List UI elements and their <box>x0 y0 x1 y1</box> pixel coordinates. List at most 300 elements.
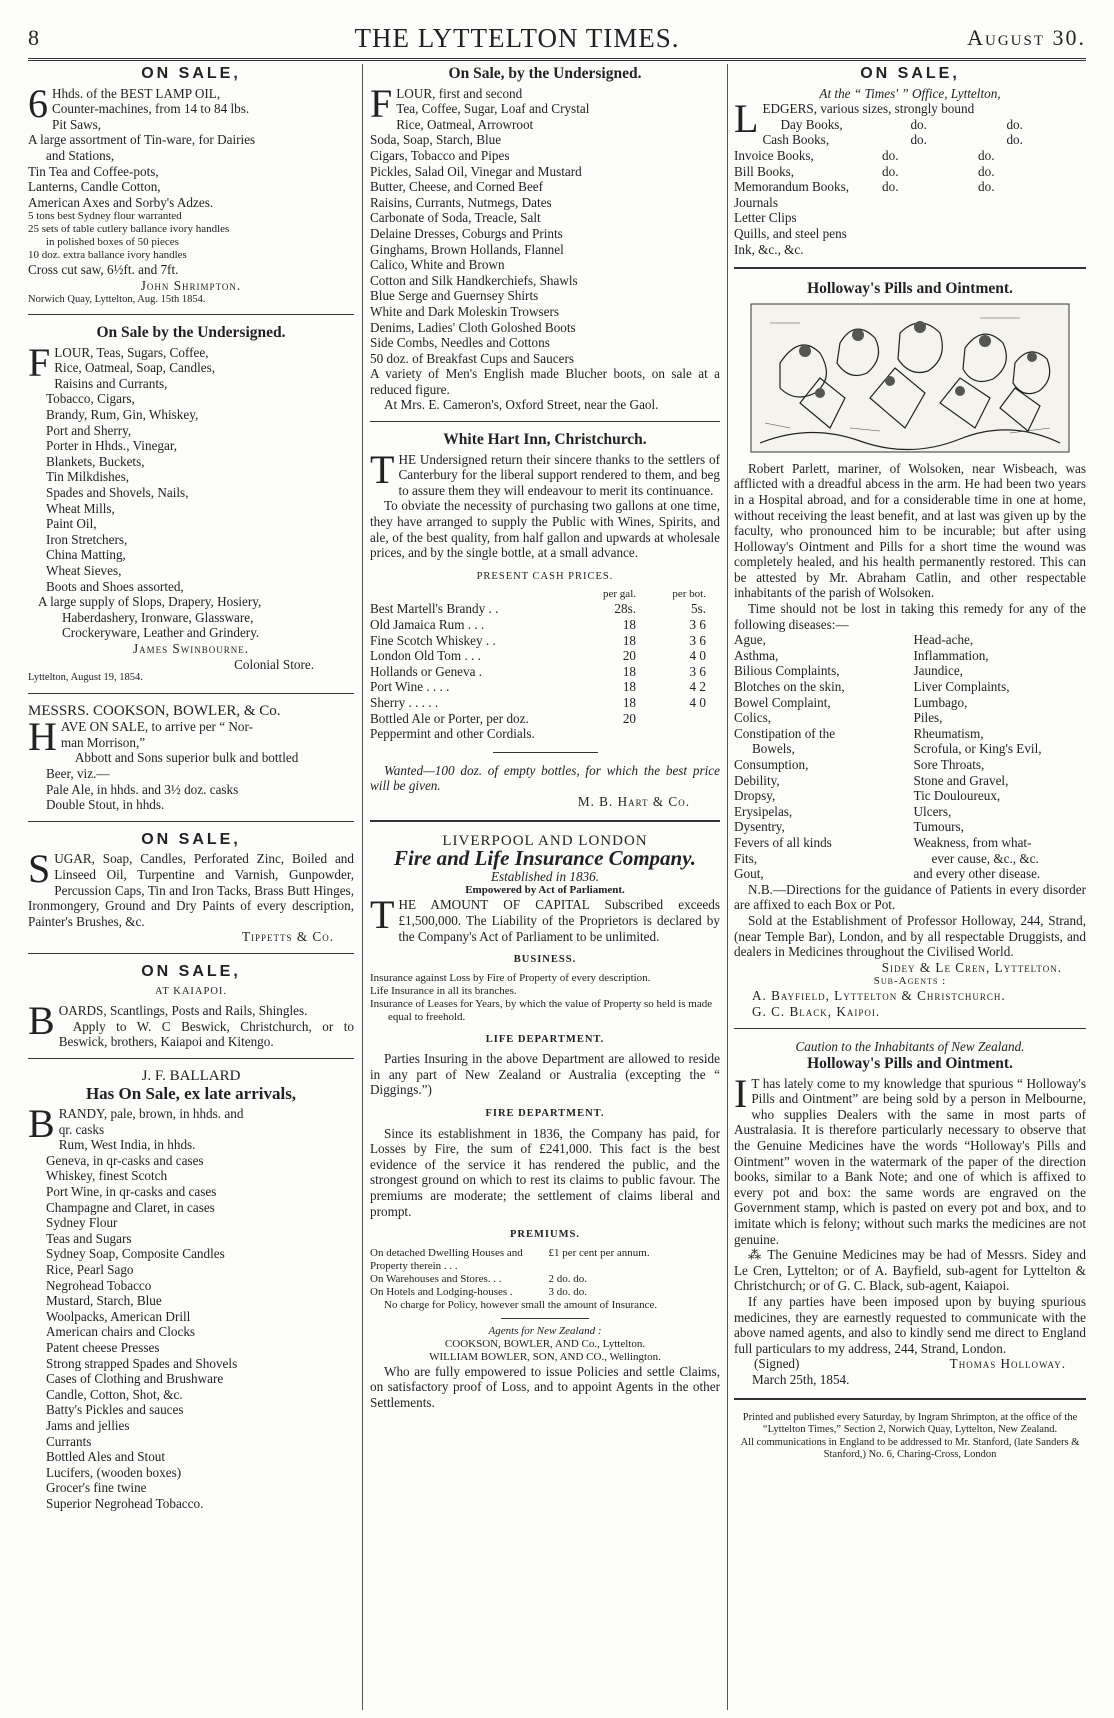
disease-item: Colics, <box>734 710 771 726</box>
premium-item: On Warehouses and Stores. . . <box>370 1272 502 1285</box>
leader-dots: . . . . . <box>408 694 439 710</box>
newspaper-title: THE LYTTELTON TIMES. <box>354 22 680 53</box>
price-row <box>370 601 720 617</box>
disease-item: Head-ache, <box>913 632 974 648</box>
advert-line: in polished boxes of 50 pieces <box>46 236 179 249</box>
list-item: Haberdashery, Ironware, Glassware, <box>62 609 254 625</box>
col-header-bot: per bot. <box>672 588 706 601</box>
imprint-line: Printed and published every Saturday, by Ingram Shrimpton, at the office of the “Lyttelton Times,” Section 2, Norwich Quay, Lyttelton, New Zealand. <box>742 1411 1078 1436</box>
premium-row <box>370 1286 720 1299</box>
premium-rate: 3 do. do. <box>548 1285 587 1298</box>
disease-item: and every other disease. <box>913 866 1041 882</box>
advert-body <box>370 892 720 944</box>
ledger-row <box>734 148 1086 164</box>
price-bot: 3 6 <box>689 632 706 648</box>
disease-item: Tumours, <box>913 819 964 835</box>
price-gal: 18 <box>622 632 636 648</box>
advert-tippetts <box>28 832 354 945</box>
list-item: Woolpacks, American Drill <box>46 1308 191 1324</box>
list-item: Boots and Shoes assorted, <box>46 578 184 594</box>
disease-item: Consumption, <box>734 757 809 772</box>
price-row <box>370 648 720 664</box>
advert-line: Tin Tea and Coffee-pots, <box>28 163 159 179</box>
advert-heading: Holloway's Pills and Ointment. <box>807 1055 1013 1073</box>
advert-subheading: AT KAIAPOI. <box>154 985 228 997</box>
advert-store: Colonial Store. <box>234 656 314 672</box>
divider <box>734 1028 1086 1029</box>
list-item: Port and Sherry, <box>46 422 132 438</box>
list-item: Whiskey, finest Scotch <box>46 1168 168 1184</box>
business-item: Life Insurance in all its branches. <box>370 984 517 997</box>
ledger-item: Cash Books, <box>762 132 830 148</box>
agent-line: G. C. Black, Kaipoi. <box>752 1003 881 1019</box>
price-bot <box>636 711 720 727</box>
advert-heading: ON SALE, <box>141 65 241 82</box>
disease-item: Piles, <box>913 710 943 726</box>
advert-name: J. F. BALLARD <box>141 1067 241 1084</box>
advert-line: 5 tons best Sydney flour warranted <box>28 210 182 223</box>
list-item: Sydney Flour <box>46 1215 118 1231</box>
disease-item: Bowel Complaint, <box>734 694 831 710</box>
list-item: Rice, Pearl Sago <box>46 1262 134 1277</box>
engraving-illustration <box>750 303 1070 453</box>
list-item: Ink, &c., &c. <box>734 241 804 257</box>
divider <box>28 953 354 954</box>
column-divider <box>362 64 363 1710</box>
divider <box>370 421 720 422</box>
premium-row <box>370 1247 720 1273</box>
disease-item: Debility, <box>734 772 780 788</box>
advert-text: Sold at the Establishment of Professor Holloway, 244, Strand, (near Temple Bar), London, and by all respectable Druggists, and dealers in Medicines throughout the Civilised World. <box>734 912 1086 960</box>
column-2 <box>370 64 720 1710</box>
premium-row <box>370 1273 720 1286</box>
list-item: Soda, Soap, Starch, Blue <box>370 132 502 148</box>
prices-heading: PRESENT CASH PRICES. <box>476 570 614 582</box>
advert-heading: MESSRS. COOKSON, BOWLER, & Co. <box>28 702 281 719</box>
disease-item: Bilious Complaints, <box>734 663 840 679</box>
price-gal: 18 <box>622 663 636 679</box>
advert-line: 10 doz. extra ballance ivory handles <box>28 249 187 262</box>
ledger-row <box>734 179 1086 195</box>
list-item: Rice, Oatmeal, Arrowroot <box>396 116 534 132</box>
diseases-list <box>734 632 1086 882</box>
price-gal: 20 <box>622 710 636 726</box>
list-item: Sydney Soap, Composite Candles <box>46 1246 225 1262</box>
advert-ballard <box>28 1069 354 1512</box>
advert-heading: On Sale, by the Undersigned. <box>448 65 642 82</box>
list-item: Letter Clips <box>734 210 797 226</box>
drop-cap: L <box>734 96 759 142</box>
advert-text: N.B.—Directions for the guidance of Patients in every disorder are affixed to each Box or Pot. <box>734 881 1086 913</box>
advert-line: American Axes and Sorby's Adzes. <box>28 194 214 210</box>
sub-agents-heading: Sub-Agents : <box>873 975 947 988</box>
disease-item: Ague, <box>734 632 766 648</box>
short-divider <box>501 1318 589 1319</box>
disease-item: Liver Complaints, <box>913 679 1010 695</box>
advert-text: Who are fully empowered to issue Policies and settle Claims, on satisfactory proof of Loss, and to appoint Agents in the other Settlements. <box>370 1363 720 1410</box>
list-item: Side Combs, Needles and Cottons <box>370 335 550 351</box>
list-item: White and Dark Moleskin Trowsers <box>370 303 560 319</box>
advert-body <box>28 846 354 929</box>
list-item: Butter, Cheese, and Corned Beef <box>370 179 544 195</box>
drop-cap: F <box>28 339 51 385</box>
advert-line: and Stations, <box>46 147 115 163</box>
column-1 <box>28 64 354 1710</box>
disease-item: Weakness, from what- <box>913 834 1032 850</box>
list-item: Rum, West India, in hhds. <box>58 1137 196 1153</box>
advert-line: Hhds. of the BEST LAMP OIL, <box>52 85 221 101</box>
advert-line: Pale Ale, in hhds. and 3½ doz. casks <box>46 781 239 797</box>
price-bot: 4 2 <box>689 679 706 695</box>
list-item: Port Wine, in qr-casks and cases <box>46 1184 217 1200</box>
advert-line: Abbott and Sons superior bulk and bottled <box>74 750 299 766</box>
ledger-item: Day Books, <box>780 116 843 132</box>
disease-item: Lumbago, <box>913 694 968 710</box>
diseases-left <box>734 632 906 882</box>
advert-line: Double Stout, in hhds. <box>46 797 165 813</box>
list-item: Currants <box>46 1433 92 1449</box>
list-item: Spades and Shovels, Nails, <box>46 484 189 500</box>
list-item: Candle, Cotton, Shot, &c. <box>46 1386 183 1402</box>
leader-dots: . . . . <box>426 679 450 695</box>
list-item: Tobacco, Cigars, <box>46 391 135 407</box>
page-number: 8 <box>28 25 39 50</box>
ledger-row <box>762 117 1086 133</box>
list-item: Wheat Sieves, <box>46 562 122 578</box>
ledger-row <box>762 132 1086 148</box>
list-item: qr. casks <box>58 1121 105 1137</box>
advert-text: To obviate the necessity of purchasing two gallons at one time, they have arranged to supply the Public with Wines, Spirits, and ale, of the best quality, from half gallon and upwards at wholesale prices, and by the single bottle, at a small advance. <box>370 498 720 561</box>
section-heading: FIRE DEPARTMENT. <box>485 1108 605 1120</box>
advert-line: RANDY, pale, brown, in hhds. and <box>58 1106 244 1122</box>
list-item: Raisins, Currants, Nutmegs, Dates <box>370 194 552 210</box>
divider <box>28 1058 354 1059</box>
disease-item: Erysipelas, <box>734 803 793 819</box>
price-gal: 18 <box>622 679 636 695</box>
list-item: Bottled Ales and Stout <box>46 1449 166 1465</box>
advert-line: Cross cut saw, 6½ft. and 7ft. <box>28 262 179 278</box>
ledger-do: do. <box>978 179 995 195</box>
leader-dots: . . <box>485 632 496 648</box>
list-item: Pickles, Salad Oil, Vinegar and Mustard <box>370 163 582 179</box>
advert-text: Since its establishment in 1836, the Company has paid, for Losses by Fire, the sum of £241,000. This fact is the best evidence of the service it has rendered the public, and the strongest ground on which to rest its claims to public favour. The premiums are moderate; the settlement of claims liberal and prompt. <box>370 1125 720 1219</box>
price-item: Port Wine <box>370 679 424 695</box>
list-item: Delaine Dresses, Coburgs and Prints <box>370 225 563 241</box>
list-item: Calico, White and Brown <box>370 257 505 273</box>
list-item: Quills, and steel pens <box>734 225 847 241</box>
signed-label: (Signed) <box>754 1356 800 1372</box>
premium-rate: £1 per cent per annum. <box>548 1246 650 1259</box>
list-item: Patent cheese Presses <box>46 1339 160 1355</box>
price-row <box>370 695 720 711</box>
advert-shrimpton <box>28 66 354 306</box>
list-item: Rice, Oatmeal, Soap, Candles, <box>54 360 216 376</box>
price-item: Old Jamaica Rum <box>370 617 465 632</box>
list-item: Strong strapped Spades and Shovels <box>46 1355 238 1371</box>
advert-signature: Tippetts & Co. <box>241 929 334 945</box>
section-heading: LIFE DEPARTMENT. <box>485 1033 605 1045</box>
company-title: LIVERPOOL AND LONDON <box>442 832 648 849</box>
price-item: Hollands or Geneva <box>370 663 476 679</box>
advert-line: LOUR, first and second <box>396 85 523 101</box>
caution-heading: Caution to the Inhabitants of New Zealand. <box>795 1038 1025 1054</box>
col-header-gal: per gal. <box>603 588 636 601</box>
advert-text: HE Undersigned return their sincere thanks to the settlers of Canterbury for the liberal support rendered to them, and beg to assure them they will endeavour to merit its continuance. <box>398 451 720 498</box>
price-bot: 3 6 <box>689 663 706 679</box>
disease-item: Rheumatism, <box>913 725 984 741</box>
list-item: American chairs and Clocks <box>46 1324 196 1340</box>
advert-swinbourne <box>28 325 354 685</box>
advert-line: man Morrison,” <box>60 734 146 750</box>
list-item: Cases of Clothing and Brushware <box>46 1371 224 1387</box>
advert-line: Pit Saws, <box>52 116 102 132</box>
disease-item: Blotches on the skin, <box>734 679 845 695</box>
price-item: Best Martell's Brandy <box>370 601 486 617</box>
drop-cap: I <box>734 1070 748 1116</box>
drop-cap: H <box>28 714 57 760</box>
list-item: Superior Negrohead Tobacco. <box>46 1495 204 1511</box>
price-gal: 18 <box>622 694 636 710</box>
price-gal: 20 <box>622 648 636 664</box>
list-item: A variety of Men's English made Blucher boots, on sale at a reduced figure. <box>370 366 720 397</box>
divider <box>734 267 1086 269</box>
advert-heading: Has On Sale, ex late arrivals, <box>85 1084 297 1104</box>
advert-beswick <box>28 964 354 1050</box>
divider <box>370 820 720 822</box>
section-heading: BUSINESS. <box>513 954 577 966</box>
price-item: London Old Tom <box>370 648 462 664</box>
ledger-item: Bill Books, <box>734 163 795 179</box>
section-heading: PREMIUMS. <box>510 1229 580 1241</box>
advert-body <box>734 1070 1086 1248</box>
advert-signature: James Swinbourne. <box>132 640 250 656</box>
list-item: Blankets, Buckets, <box>46 453 145 469</box>
advert-heading: Holloway's Pills and Ointment. <box>807 280 1013 298</box>
disease-item: Gout, <box>734 866 764 882</box>
signature-date: March 25th, 1854. <box>752 1371 850 1387</box>
ledger-do: do. <box>1006 116 1023 132</box>
price-item: Bottled Ale or Porter, per doz. <box>370 710 529 726</box>
agent-line: WILLIAM BOWLER, SON, AND CO., Wellington. <box>429 1350 661 1363</box>
drop-cap: 6 <box>28 80 48 126</box>
list-item: Mustard, Starch, Blue <box>46 1293 162 1309</box>
disease-item: Constipation of the <box>734 725 836 741</box>
list-item: Batty's Pickles and sauces <box>46 1402 184 1418</box>
list-item: Paint Oil, <box>46 516 97 532</box>
leader-dots: . . . <box>467 617 485 632</box>
disease-item: Ulcers, <box>913 803 952 819</box>
disease-item: Scrofula, or King's Evil, <box>913 741 1042 757</box>
price-gal: 28s. <box>614 601 636 617</box>
price-row <box>370 617 720 633</box>
agent-line: Sidey & Le Cren, Lyttelton. <box>881 959 1062 975</box>
masthead <box>28 18 1086 61</box>
disease-item: Tic Douloureux, <box>913 788 1001 804</box>
short-divider <box>493 752 598 753</box>
price-row <box>370 664 720 680</box>
price-table-header <box>370 588 720 601</box>
disease-item: Jaundice, <box>913 663 963 679</box>
list-item: A large supply of Slops, Drapery, Hosiery, <box>38 594 262 610</box>
drop-cap: B <box>28 998 55 1044</box>
advert-line: Counter-machines, from 14 to 84 lbs. <box>52 101 250 117</box>
list-item: Wheat Mills, <box>46 500 115 516</box>
list-item: Cigars, Tobacco and Pipes <box>370 147 510 163</box>
price-item: Fine Scotch Whiskey <box>370 632 483 648</box>
disease-item: Inflammation, <box>913 647 989 663</box>
price-bot: 3 6 <box>689 617 706 632</box>
list-item: Blue Serge and Guernsey Shirts <box>370 288 539 304</box>
agent-line: COOKSON, BOWLER, AND Co., Lyttelton. <box>444 1337 646 1350</box>
list-item: China Matting, <box>46 547 126 563</box>
advert-line: AVE ON SALE, to arrive per “ Nor- <box>60 719 254 735</box>
empowered: Empowered by Act of Parliament. <box>465 884 625 897</box>
ledger-do: do. <box>978 163 995 179</box>
advert-signature: M. B. Hart & Co. <box>577 793 690 809</box>
disease-item: Dropsy, <box>734 788 776 804</box>
price-item: Sherry <box>370 694 406 710</box>
disease-item: Fevers of all kinds <box>734 834 832 850</box>
advert-text: T has lately come to my knowledge that spurious “ Holloway's Pills and Ointment” are being sold by a person in Melbourne, who supplies Dealers with the same in most parts of Australasia. It is therefore particularly necessary to observe that the Genuine Medicines have the words “Holloway's Pills and Ointment” woven in the watermark of the paper of the direction books, similar to a Bank Note; and one of which is affixed to every pot and box: the same words are engraved on the Government stamp, which is pasted on every pot and box, and to imitate which is felony; without such marks the medicines are not genuine. <box>734 1075 1086 1247</box>
disease-item: Bowels, <box>752 741 795 757</box>
list-item: Iron Stretchers, <box>46 531 128 547</box>
advert-text: Apply to W. C Beswick, Christchurch, or to Beswick, brothers, Kaiapoi and Kitengo. <box>58 1018 354 1050</box>
divider <box>28 314 354 315</box>
advert-text: UGAR, Soap, Candles, Perforated Zinc, Boiled and Linseed Oil, Turpentine and Varnish, Gunpowder, Percussion Caps, Tin and Iron Tacks, Brass Butt Hinges, Ironmongery, Ground and Dry Paints of every description, Painter's Brushes, &c. <box>28 851 354 929</box>
ledger-do: do. <box>882 179 899 195</box>
price-bot: 4 0 <box>689 694 706 710</box>
premium-item: On detached Dwelling Houses and Property therein . . . <box>370 1246 523 1272</box>
established: Established in 1836. <box>490 868 600 884</box>
printer-imprint <box>734 1412 1086 1462</box>
price-gal: 18 <box>622 617 636 632</box>
list-item: Negrohead Tobacco <box>46 1277 152 1293</box>
list-item: Lucifers, (wooden boxes) <box>46 1464 182 1480</box>
advert-body <box>370 446 720 499</box>
list-item: Denims, Ladies' Cloth Goloshed Boots <box>370 319 576 335</box>
leader-dots: . <box>478 663 483 679</box>
list-item: Raisins and Currants, <box>54 375 168 391</box>
wanted-notice: Wanted—100 doz. of empty bottles, for which the best price will be given. <box>370 762 720 794</box>
advert-line: Peppermint and other Cordials. <box>370 726 535 742</box>
list-item: Crockeryware, Leather and Grindery. <box>62 625 260 641</box>
column-3 <box>734 64 1086 1710</box>
ledger-do: do. <box>882 163 899 179</box>
list-item: Carbonate of Soda, Treacle, Salt <box>370 210 541 226</box>
signature-line <box>734 1356 1086 1372</box>
advert-text: ⁂ The Genuine Medicines may be had of Messrs. Sidey and Le Cren, Lyttelton; or of A. Bayfield, sub-agent for Lyttelton & Christchurch; or of G. C. Black, sub-agent, Kaiapoi. <box>734 1247 1086 1294</box>
disease-item: Asthma, <box>734 647 779 663</box>
advert-cookson-bowler <box>28 704 354 813</box>
issue-date: August 30. <box>967 25 1086 50</box>
list-item: Teas and Sugars <box>46 1230 132 1246</box>
agent-line: A. Bayfield, Lyttelton & Christchurch. <box>752 988 1006 1004</box>
advert-heading: ON SALE, <box>141 830 241 848</box>
agents-heading: Agents for New Zealand : <box>488 1324 602 1337</box>
advert-dateline: Norwich Quay, Lyttelton, Aug. 15th 1854. <box>28 293 206 305</box>
advert-holloway-pills <box>734 281 1086 1019</box>
ledger-row <box>734 164 1086 180</box>
advert-signature: John Shrimpton. <box>140 277 242 293</box>
price-table <box>370 588 720 726</box>
price-bot: 4 0 <box>689 648 706 664</box>
list-item: Tea, Coffee, Sugar, Loaf and Crystal <box>396 101 590 117</box>
disease-item: Stone and Gravel, <box>913 772 1009 788</box>
signer: Thomas Holloway. <box>949 1356 1066 1372</box>
drop-cap: B <box>28 1101 55 1147</box>
advert-text: HE AMOUNT OF CAPITAL Subscribed exceeds £1,500,000. The Liability of the Proprietors is declared by the Company's Act of Parliament to be unlimited. <box>398 897 720 944</box>
list-item: Ginghams, Brown Hollands, Flannel <box>370 241 564 257</box>
advert-line: 25 sets of table cutlery ballance ivory handles <box>28 223 230 236</box>
price-bot: 5s. <box>690 601 706 617</box>
advert-line: Beer, viz.— <box>46 765 110 781</box>
advert-times-office <box>734 66 1086 257</box>
imprint-line: All communications in England to be addressed to Mr. Stanford, (late Sanders & Stanford,) No. 6, Charing-Cross, London <box>740 1436 1080 1461</box>
divider <box>734 1398 1086 1400</box>
advert-line: LOUR, Teas, Sugars, Coffee, <box>54 344 209 360</box>
disease-item: ever cause, &c., &c. <box>931 850 1039 866</box>
business-item: Insurance of Leases for Years, by which the value of Property so held is made equal to freehold. <box>370 997 713 1023</box>
leader-dots: . . . <box>464 648 481 664</box>
list-item: Grocer's fine twine <box>46 1480 147 1496</box>
advert-liverpool-london-insurance <box>370 834 720 1411</box>
list-item: 50 doz. of Breakfast Cups and Saucers <box>370 350 574 366</box>
list-item: Journals <box>734 194 778 210</box>
advert-text: Robert Parlett, mariner, of Wolsoken, near Wisbeach, was afflicted with a dreadful abcess in the arm. He had been two years in a Hospital abroad, and for a considerable time in one at home, without receiving the least benefit, and at last was given up by the faculty, who pronounced him to be incurable; but after using Holloway's Ointment and Pills for a short time the wound was completely healed, and his health permanently restored. This can be attested by Mr. Abraham Catlin, and other respectable inhabitants of the parish of Wolsoken. <box>734 460 1086 601</box>
advert-heading: ON SALE, <box>860 65 960 82</box>
disease-item: Fits, <box>734 850 758 866</box>
list-item: Geneva, in qr-casks and cases <box>46 1152 204 1168</box>
price-row <box>370 633 720 649</box>
diseases-right <box>914 632 1086 882</box>
drop-cap: T <box>370 446 395 492</box>
drop-cap: F <box>370 80 393 126</box>
leader-dots: . . <box>488 601 499 617</box>
advert-holloway-caution <box>734 1039 1086 1388</box>
column-divider <box>727 64 728 1710</box>
advert-heading: On Sale by the Undersigned. <box>96 324 286 342</box>
divider <box>28 693 354 694</box>
list-item: Tin Milkdishes, <box>46 469 130 485</box>
advert-footer: At Mrs. E. Cameron's, Oxford Street, near the Gaol. <box>384 397 659 413</box>
advert-subheading: At the “ Times' ” Office, Lyttelton, <box>819 85 1001 101</box>
advert-text: OARDS, Scantlings, Posts and Rails, Shingles. <box>58 1003 308 1019</box>
ledger-item: Invoice Books, <box>734 147 814 163</box>
advert-heading: ON SALE, <box>141 962 241 980</box>
ledger-do: do. <box>910 116 927 132</box>
list-item: Cotton and Silk Handkerchiefs, Shawls <box>370 272 578 288</box>
ledger-do: do. <box>978 147 995 163</box>
list-item: Jams and jellies <box>46 1417 130 1433</box>
advert-line: A large assortment of Tin-ware, for Dairies <box>28 132 256 148</box>
disease-item: Sore Throats, <box>913 757 985 772</box>
advert-text: Parties Insuring in the above Department are allowed to reside in any part of New Zealand or Australia (excepting the “ Diggings.”) <box>370 1051 720 1098</box>
business-item: Insurance against Loss by Fire of Property of every description. <box>370 971 651 984</box>
advert-heading: White Hart Inn, Christchurch. <box>443 431 647 449</box>
advert-white-hart <box>370 432 720 809</box>
advert-text: If any parties have been imposed upon by buying spurious medicines, they are earnestly requested to communicate with the above named agents, and also to kindly send me direct to England full particulars to my address, 244, Strand, London. <box>734 1294 1086 1356</box>
ledger-do: do. <box>882 147 899 163</box>
advert-cameron <box>370 66 720 413</box>
advert-line: EDGERS, various sizes, strongly bound <box>762 101 975 117</box>
ledger-do: do. <box>910 132 927 148</box>
drop-cap: T <box>370 892 395 938</box>
premium-item: On Hotels and Lodging-houses . <box>370 1285 513 1298</box>
company-subtitle: Fire and Life Insurance Company. <box>394 846 696 871</box>
list-item: Brandy, Rum, Gin, Whiskey, <box>46 407 199 422</box>
advert-text: Time should not be lost in taking this remedy for any of the following diseases:— <box>734 601 1086 632</box>
advert-line: Lanterns, Candle Cotton, <box>28 179 161 195</box>
